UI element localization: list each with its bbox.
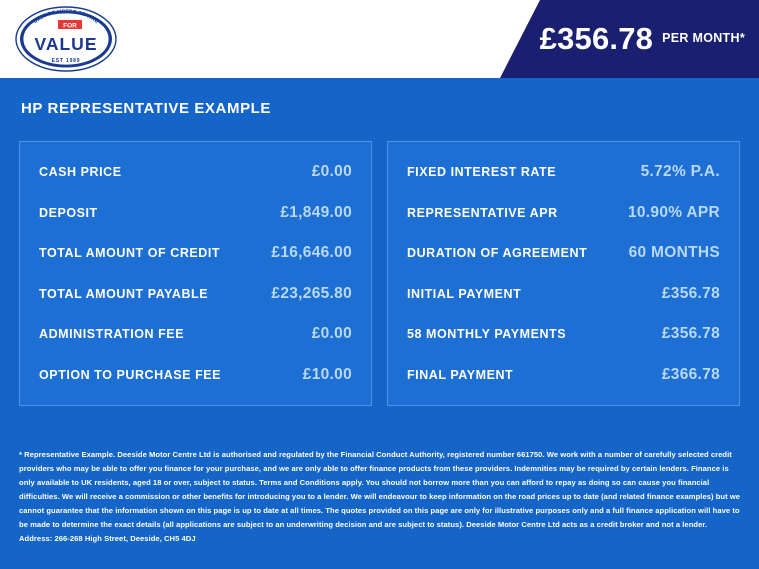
row-value: 60 MONTHS (628, 244, 720, 262)
row-label: TOTAL AMOUNT OF CREDIT (39, 246, 221, 261)
row-label: REPRESENTATIVE APR (407, 205, 558, 220)
table-row (20, 152, 371, 193)
row-value: £356.78 (661, 325, 720, 343)
row-value: £356.78 (661, 284, 720, 302)
row-label: TOTAL AMOUNT PAYABLE (39, 286, 209, 301)
disclaimer-text: * Representative Example. Deeside Motor Centre Ltd is authorised and regulated by the Financial Conduct Authority, registered number 661750. We work with a number of carefully selected credit providers who may be able to offer you finance for your purchase, and we are only able to offer finance products from these providers. Indemnities may be required by certain lenders. Finance is only available to UK residents, aged 18 or over, subject to status. Terms and Conditions apply. You should not borrow more than you can afford to repay as doing so can cause you financial difficulties. We will receive a commission or other benefits for introducing you to a lender. We will endeavour to keep information on the road prices up to date (and related finance examples) but we cannot guarantee that the information shown on this page is up to date at all times. The quotes provided on this page are only for illustrative purposes only and a full finance application will have to be made to determine the exact details (all applications are subject to an underwriting decision and are subject to status). Deeside Motor Centre Ltd acts as a credit broker and not a lender. Address: 266-268 High Street, Deeside, CH5 4DJ (19, 450, 741, 544)
monthly-price-amount: £356.78 (539, 21, 654, 56)
row-value: £366.78 (661, 365, 720, 383)
table-row (388, 274, 739, 315)
logo-bottom-text: EST 1989 (51, 58, 81, 64)
table-row (388, 314, 739, 355)
table-row (388, 152, 739, 193)
table-row (388, 355, 739, 396)
finance-panel-right (387, 141, 740, 406)
table-row (20, 274, 371, 315)
header-bar (0, 0, 759, 78)
row-value: £1,849.00 (280, 203, 352, 221)
table-row (20, 193, 371, 234)
row-value: £10.00 (302, 365, 352, 383)
table-row (20, 314, 371, 355)
finance-panels (19, 141, 740, 406)
row-label: CASH PRICE (39, 165, 122, 180)
page-title: HP REPRESENTATIVE EXAMPLE (21, 100, 272, 117)
row-label: ADMINISTRATION FEE (39, 327, 185, 342)
finance-panel-left (19, 141, 372, 406)
dealer-logo (14, 4, 118, 74)
row-value: 5.72% P.A. (640, 163, 720, 181)
logo-top-text: DEESIDE MOTOR CENTRE (32, 8, 100, 25)
row-label: OPTION TO PURCHASE FEE (39, 367, 222, 382)
row-value: £0.00 (311, 325, 352, 343)
row-label: 58 MONTHLY PAYMENTS (407, 327, 567, 342)
row-value: £0.00 (311, 163, 352, 181)
row-value: £23,265.80 (271, 284, 352, 302)
monthly-price-period: PER MONTH* (662, 31, 745, 45)
row-label: DEPOSIT (39, 205, 98, 220)
table-row (20, 355, 371, 396)
row-label: DURATION OF AGREEMENT (407, 246, 588, 261)
table-row (20, 233, 371, 274)
row-value: £16,646.00 (271, 244, 352, 262)
table-row (388, 233, 739, 274)
row-value: 10.90% APR (627, 203, 720, 221)
logo-main-text: VALUE (34, 34, 98, 54)
row-label: FIXED INTEREST RATE (407, 165, 557, 180)
row-label: INITIAL PAYMENT (407, 286, 522, 301)
row-label: FINAL PAYMENT (407, 367, 514, 382)
table-row (388, 193, 739, 234)
monthly-price-block (540, 0, 745, 78)
logo-badge-text: FOR (63, 22, 77, 30)
